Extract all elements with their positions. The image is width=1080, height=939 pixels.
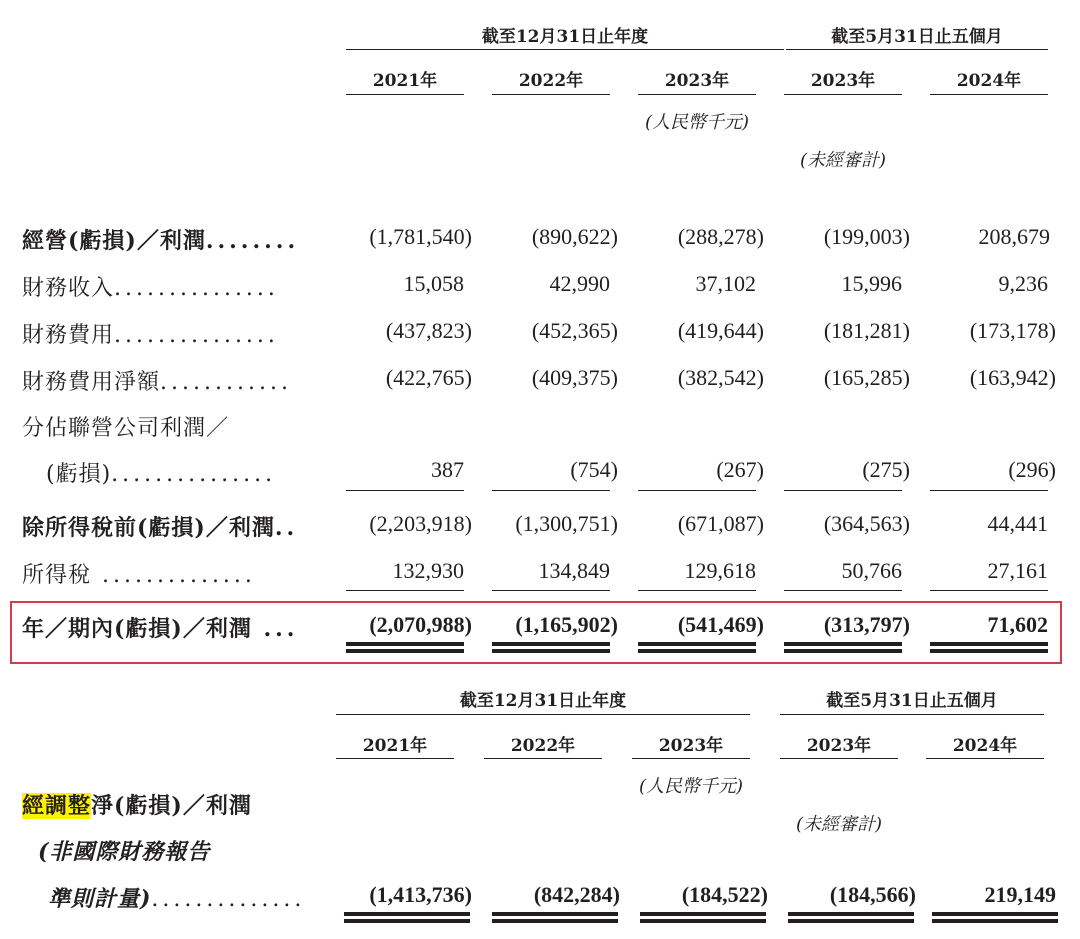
highlighted-term: 經調整 (22, 793, 92, 819)
cell-value: 387 (431, 457, 464, 482)
total-double-rule (784, 642, 902, 653)
cell-value: (1,300,751) (515, 511, 618, 536)
total-double-rule (492, 912, 618, 923)
row-label-share-of-associates: 分佔聯營公司利潤／ (22, 416, 230, 441)
t2-year-2022: 2022年 (510, 736, 576, 756)
t1-group-rule-2 (786, 49, 1048, 50)
cell-value: (184,566) (829, 882, 916, 907)
row-label-income-tax: 所得稅 .............. (22, 563, 256, 588)
row-label-non-ifrs-measure: 準則計量).............. (48, 886, 306, 912)
t2-unaudited-note: (未經審計) (795, 814, 883, 835)
cell-value: (890,622) (531, 224, 618, 249)
t1-year-2024-5m: 2024年 (956, 71, 1022, 91)
row-label-loss-before-tax: 除所得稅前(虧損)／利潤.. (22, 515, 299, 541)
t1-group-full-year: 截至12月31日止年度 (481, 27, 649, 47)
t2-year-rule (484, 758, 602, 759)
total-double-rule (638, 642, 756, 653)
row-label-operating-profit: 經營(虧損)／利潤........ (22, 228, 300, 254)
cell-value: (1,165,902) (515, 612, 618, 637)
t1-year-rule (346, 94, 464, 95)
t2-year-2021: 2021年 (362, 736, 428, 756)
cell-value: (288,278) (677, 224, 764, 249)
t2-year-2023: 2023年 (658, 736, 724, 756)
t1-year-2023-5m: 2023年 (810, 71, 876, 91)
cell-value: 44,441 (987, 511, 1048, 536)
cell-value: (419,644) (677, 318, 764, 343)
cell-value: (313,797) (823, 612, 910, 637)
cell-value: (754) (570, 457, 618, 482)
cell-value: (452,365) (531, 318, 618, 343)
cell-value: (382,542) (677, 365, 764, 390)
row-label-non-ifrs: (非國際財務報告 (38, 839, 211, 865)
cell-value: 27,161 (987, 558, 1048, 583)
total-double-rule (932, 912, 1058, 923)
subtotal-rule (784, 490, 902, 491)
row-label-adjusted-net-loss: 經調整淨(虧損)／利潤 (22, 793, 252, 819)
total-double-rule (346, 642, 464, 653)
total-double-rule (492, 642, 610, 653)
t1-year-rule (784, 94, 902, 95)
row-label-loss-for-period: 年／期內(虧損)／利潤 ... (22, 616, 299, 642)
total-double-rule (930, 642, 1048, 653)
row-label-finance-costs: 財務費用............... (22, 323, 279, 348)
t1-year-rule (930, 94, 1048, 95)
cell-value: 208,679 (978, 224, 1050, 249)
cell-value: (409,375) (531, 365, 618, 390)
t1-group-five-months: 截至5月31日止五個月 (831, 27, 1003, 47)
t2-year-rule (632, 758, 750, 759)
cell-value: (2,203,918) (369, 511, 472, 536)
t1-unit-note: (人民幣千元) (644, 112, 750, 133)
cell-value: (1,781,540) (369, 224, 472, 249)
t1-year-rule (492, 94, 610, 95)
t2-year-rule (336, 758, 454, 759)
cell-value: 42,990 (549, 271, 610, 296)
subtotal-rule (930, 490, 1048, 491)
t1-year-2022: 2022年 (518, 71, 584, 91)
subtotal-rule (346, 590, 464, 591)
cell-value: 132,930 (392, 558, 464, 583)
t2-unit-note: (人民幣千元) (638, 776, 744, 797)
cell-value: (2,070,988) (369, 612, 472, 637)
cell-value: 50,766 (841, 558, 902, 583)
t2-group-five-months: 截至5月31日止五個月 (826, 691, 998, 711)
subtotal-rule (492, 490, 610, 491)
t2-year-rule (926, 758, 1044, 759)
cell-value: (541,469) (677, 612, 764, 637)
cell-value: (296) (1008, 457, 1056, 482)
subtotal-rule (784, 590, 902, 591)
cell-value: (842,284) (533, 882, 620, 907)
subtotal-rule (638, 490, 756, 491)
subtotal-rule (638, 590, 756, 591)
cell-value: (165,285) (823, 365, 910, 390)
cell-value: (1,413,736) (369, 882, 472, 907)
row-label-net-finance-costs: 財務費用淨額............ (22, 370, 292, 395)
t1-group-rule-1 (346, 49, 784, 50)
cell-value: 9,236 (998, 271, 1048, 296)
cell-value: (163,942) (969, 365, 1056, 390)
cell-value: 219,149 (984, 882, 1056, 907)
t2-year-rule (780, 758, 898, 759)
t2-year-2024-5m: 2024年 (952, 736, 1018, 756)
cell-value: 15,996 (841, 271, 902, 296)
total-double-rule (640, 912, 766, 923)
t1-year-2023: 2023年 (664, 71, 730, 91)
cell-value: 71,602 (987, 612, 1048, 637)
cell-value: 134,849 (538, 558, 610, 583)
cell-value: (422,765) (385, 365, 472, 390)
t2-group-rule-1 (336, 714, 750, 715)
t1-year-rule (638, 94, 756, 95)
total-double-rule (788, 912, 914, 923)
total-double-rule (344, 912, 470, 923)
subtotal-rule (346, 490, 464, 491)
cell-value: (437,823) (385, 318, 472, 343)
cell-value: (364,563) (823, 511, 910, 536)
cell-value: 37,102 (695, 271, 756, 296)
cell-value: (173,178) (969, 318, 1056, 343)
t2-group-rule-2 (780, 714, 1044, 715)
cell-value: (199,003) (823, 224, 910, 249)
subtotal-rule (930, 590, 1048, 591)
cell-value: 129,618 (684, 558, 756, 583)
cell-value: (275) (862, 457, 910, 482)
t1-unaudited-note: (未經審計) (799, 150, 887, 171)
row-label-share-of-associates-loss: (虧損)............... (46, 462, 277, 487)
t1-year-2021: 2021年 (372, 71, 438, 91)
subtotal-rule (492, 590, 610, 591)
cell-value: (181,281) (823, 318, 910, 343)
row-label-finance-income: 財務收入............... (22, 276, 279, 301)
cell-value: (267) (716, 457, 764, 482)
cell-value: (184,522) (681, 882, 768, 907)
cell-value: 15,058 (403, 271, 464, 296)
cell-value: (671,087) (677, 511, 764, 536)
t2-year-2023-5m: 2023年 (806, 736, 872, 756)
t2-group-full-year: 截至12月31日止年度 (459, 691, 627, 711)
